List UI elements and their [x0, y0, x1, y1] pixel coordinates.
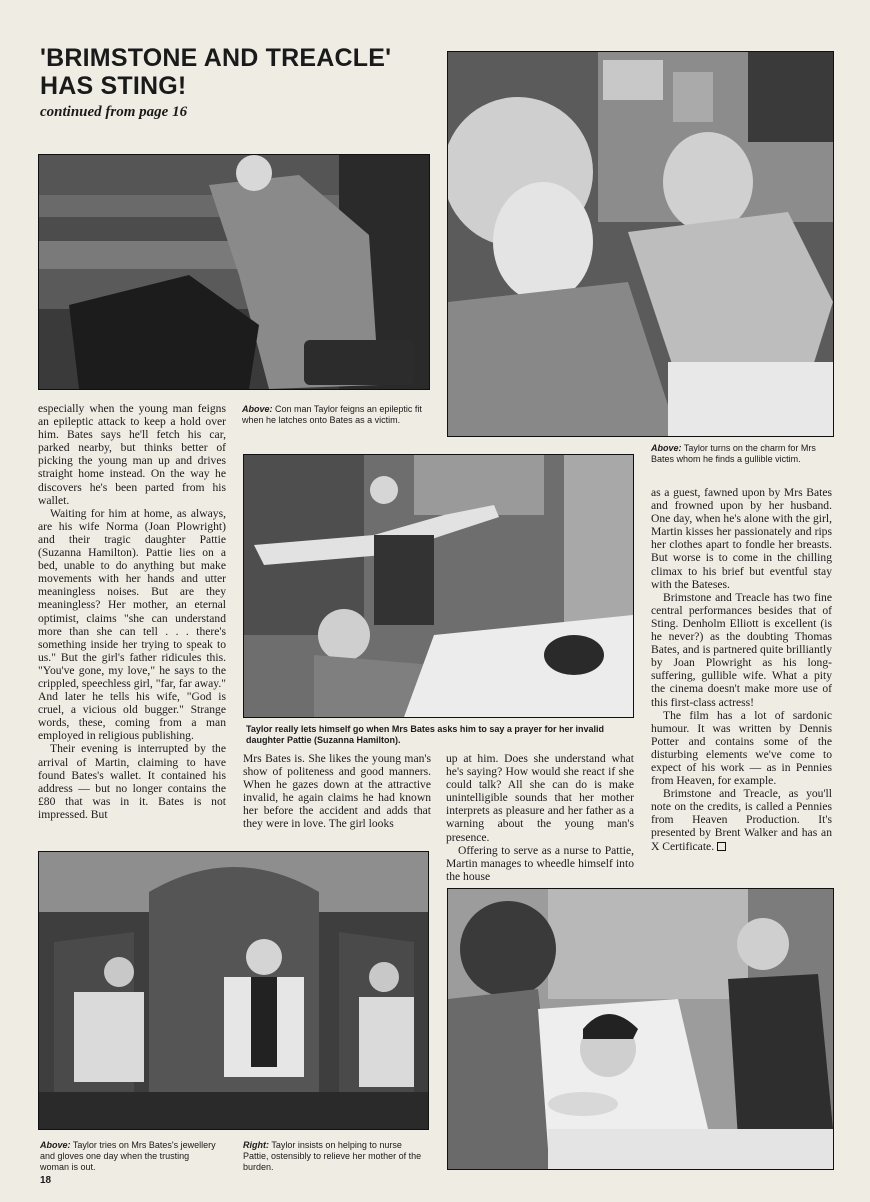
paragraph-text: Brimstone and Treacle, as you'll note on the credits, is called a Pennies from Heaven Production. It's presented by Brent Walker and has an X Certificate.	[651, 787, 832, 853]
caption-mirror	[40, 1140, 220, 1173]
photo-prayer	[243, 454, 634, 718]
paragraph: Offering to serve as a nurse to Pattie, Martin manages to wheedle himself into the house	[446, 843, 634, 883]
caption-text: Taylor insists on helping to nurse Pattie, ostensibly to relieve her mother of the burden.	[243, 1140, 422, 1172]
column-4	[651, 486, 832, 853]
headline: 'BRIMSTONE AND TREACLE' HAS STING!	[40, 44, 392, 100]
caption-stairs	[242, 404, 428, 426]
photo-stairs	[38, 154, 430, 390]
paragraph: as a guest, fawned upon by Mrs Bates and frowned upon by her husband. One day, when he's alone with the girl, Martin kisses her passionately and rips her clothes apart to fondle her breasts. But worse is to come in the chilling climax to his brief but eventful stay with the Bateses.	[651, 486, 832, 591]
caption-prayer: Taylor really lets himself go when Mrs Bates asks him to say a prayer for her invalid daughter Pattie (Suzanna Hamilton).	[246, 724, 604, 745]
column-3	[446, 752, 634, 883]
paragraph: Brimstone and Treacle has two fine central performances besides that of Sting. Denholm Elliott is excellent (is he never?) as the doubting Thomas Bates, and is partnered quite brilliantly by Joan Plowright as his long-suffering, gullible wife. What a pity the cinema doesn't make more use of this first-class actress!	[651, 590, 832, 709]
paragraph: especially when the young man feigns an epileptic attack to keep a hold over him. Bates says he'll fetch his car, parked nearby, but thinks better of picking the young man up and drives straight home instead. On the way he discovers he's been parted from his wallet.	[38, 402, 226, 507]
caption-text: Taylor turns on the charm for Mrs Bates whom he finds a gullible victim.	[651, 443, 816, 464]
caption-nurse	[243, 1140, 428, 1173]
column-2	[243, 752, 431, 831]
paragraph: up at him. Does she understand what he's saying? How would she react if she could talk? All she can do is make unintelligible sounds that her mother interprets as pleasure and her father as a warning about the young man's presence.	[446, 752, 634, 844]
end-mark-icon	[717, 842, 726, 851]
photo-nurse	[447, 888, 834, 1170]
caption-lead: Right:	[243, 1140, 269, 1150]
caption-lead: Above:	[651, 443, 682, 453]
caption-text: Taylor tries on Mrs Bates's jewellery and gloves one day when the trusting woman is out.	[40, 1140, 216, 1172]
photo-charm	[447, 51, 834, 437]
caption-lead: Above:	[40, 1140, 71, 1150]
paragraph: The film has a lot of sardonic humour. It was written by Dennis Potter and contains some of the disturbing elements we've come to expect of his work — as in Pennies from Heaven, for example.	[651, 708, 832, 788]
photo-mirror	[38, 851, 429, 1130]
column-1	[38, 402, 226, 821]
paragraph: Waiting for him at home, as always, are his wife Norma (Joan Plowright) and their tragic daughter Pattie (Suzanna Hamilton). Pattie lies on a bed, unable to do anything but make movements with her hands and utter meaningless noises. But are they meaningless? Her mother, an eternal optimist, claims "she can understand more than she can tell . . . there's something inside her trying to speak to us." But the girl's father ridicules this. "You've gone, my love," he says to the crippled, speechless girl, "far, far away." And later he tells his wife, "God is cruel, a vicious old bugger." Strange words, these, coming from a man employed in religious publishing.	[38, 506, 226, 743]
paragraph: Mrs Bates is. She likes the young man's show of politeness and good manners. When he gazes down at the attractive invalid, he again claims he had known her before the accident and adds that they were in love. The girl looks	[243, 752, 431, 831]
page-number: 18	[40, 1175, 52, 1186]
continued-note: continued from page 16	[40, 104, 188, 120]
caption-charm	[651, 443, 832, 465]
caption-lead: Above:	[242, 404, 273, 414]
caption-text: Con man Taylor feigns an epileptic fit when he latches onto Bates as a victim.	[242, 404, 422, 425]
paragraph: Their evening is interrupted by the arrival of Martin, claiming to have found Bates's wallet. It contained his address — but no longer contains the £80 that was in it. Bates is not impressed. But	[38, 742, 226, 821]
paragraph	[651, 787, 832, 852]
